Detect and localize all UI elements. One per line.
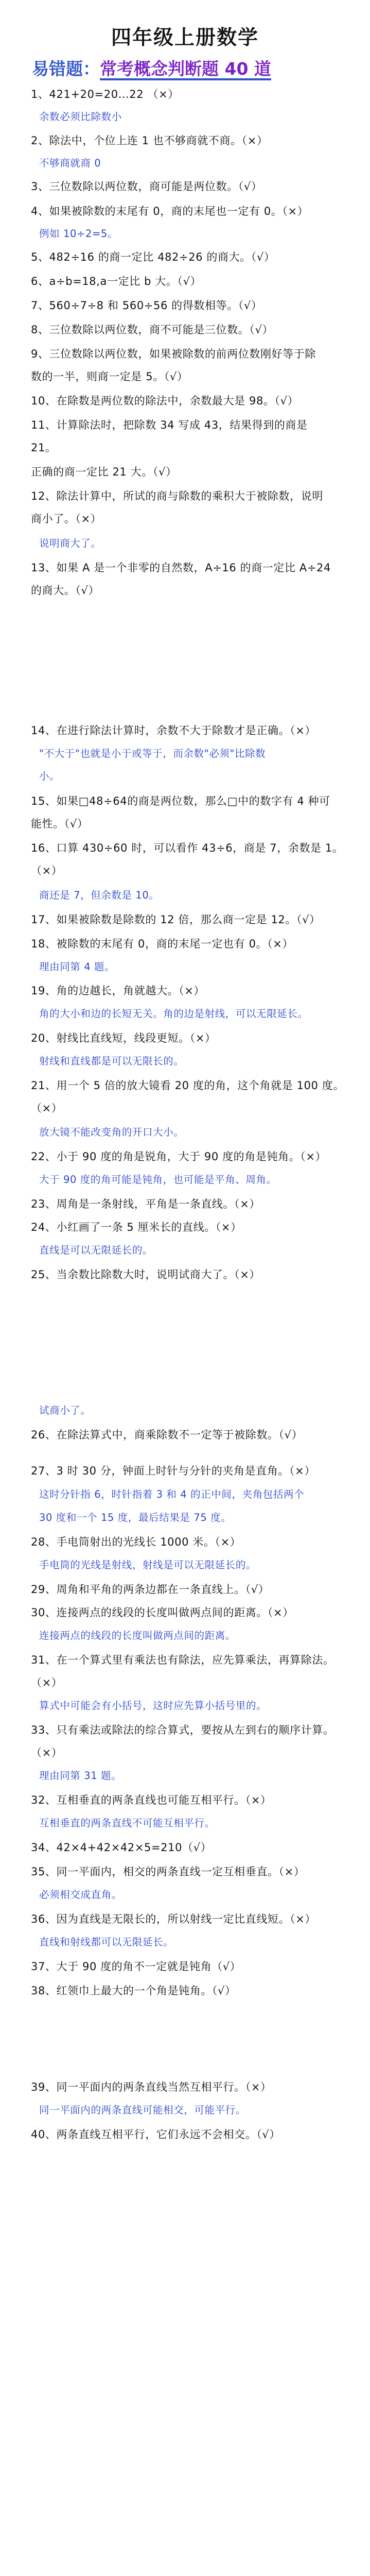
page-title: 四年级上册数学 <box>111 26 259 49</box>
answer-note: 角的大小和边的长短无关。角的边是射线，可以无限延长。 <box>39 1008 308 1020</box>
question-line: 17、如果被除数是除数的 12 倍，那么商一定是 12。（√） <box>31 913 321 926</box>
answer-note: 不够商就商 0 <box>39 157 101 169</box>
answer-note: 30 度和一个 15 度，最后结果是 75 度。 <box>39 1512 232 1523</box>
question-line: 38、红领巾上最大的一个角是钝角。（√） <box>31 1985 236 1997</box>
question-line: 26、在除法算式中，商乘除数不一定等于被除数。（√） <box>31 1429 303 1441</box>
question-line: 32、互相垂直的两条直线也可能互相平行。（×） <box>31 1794 272 1806</box>
question-line: 19、角的边越长，角就越大。（×） <box>31 985 205 997</box>
question-line: 31、在一个算式里有乘法也有除法，应先算乘法，再算除法。 <box>31 1654 334 1666</box>
question-line: 37、大于 90 度的角不一定就是钝角（√） <box>31 1960 241 1973</box>
question-line: 21、用一个 5 倍的放大镜看 20 度的角，这个角就是 100 度。 <box>31 1079 344 1092</box>
answer-note: "不大于"也就是小于或等于，而余数"必须"比除数 <box>39 748 266 759</box>
page-subtitle <box>32 56 271 80</box>
question-continuation: 商小了。（×） <box>31 513 102 525</box>
answer-note: 这时分针指 6，时针指着 3 和 4 的正中间，夹角包括两个 <box>39 1488 305 1500</box>
question-line: 39、同一平面内的两条直线当然互相平行。（×） <box>31 2081 272 2093</box>
answer-note: 试商小了。 <box>39 1404 91 1416</box>
question-line: 1、421+20=20…22 （×） <box>31 88 179 100</box>
question-line: 7、560÷7÷8 和 560÷56 的得数相等。（√） <box>31 299 262 312</box>
question-line: 34、42×4+42×42×5=210（√） <box>31 1841 212 1854</box>
question-line: 3、三位数除以两位数，商可能是两位数。（√） <box>31 180 262 193</box>
question-line: 9、三位数除以两位数，如果被除数的前两位数刚好等于除 <box>31 348 316 360</box>
question-line: 22、小于 90 度的角是锐角，大于 90 度的角是钝角。（×） <box>31 1150 327 1163</box>
question-line: 6、a÷b=18,a一定比 b 大。（√） <box>31 275 202 287</box>
question-line: 28、手电筒射出的光线长 1000 米。（×） <box>31 1536 241 1548</box>
question-line: 24、小红画了一条 5 厘米长的直线。（×） <box>31 1221 242 1233</box>
subtitle-main: 常考概念判断题 40 道 <box>100 59 271 79</box>
answer-note: 大于 90 度的角可能是钝角，也可能是平角、周角。 <box>39 1174 277 1185</box>
answer-note: 手电筒的光线是射线，射线是可以无限延长的。 <box>39 1559 257 1571</box>
question-line: 13、如果 A 是一个非零的自然数，A÷16 的商一定比 A÷24 <box>31 562 331 574</box>
question-line: 4、如果被除数的末尾有 0，商的末尾也一定有 0。（×） <box>31 205 309 217</box>
question-line: 36、因为直线是无限长的，所以射线一定比直线短。（×） <box>31 1913 316 1925</box>
question-line: 40、两条直线互相平行，它们永远不会相交。（√） <box>31 2128 281 2141</box>
question-continuation: 的商大。（√） <box>31 584 100 597</box>
question-continuation: （×） <box>31 1676 63 1689</box>
question-continuation: 能性。（√） <box>31 818 89 830</box>
question-line: 30、连接两点的线段的长度叫做两点间的距离。（×） <box>31 1606 294 1619</box>
question-line: 8、三位数除以两位数，商不可能是三位数。（√） <box>31 324 274 336</box>
question-line: 20、射线比直线短，线段更短。（×） <box>31 1032 216 1044</box>
subtitle-prefix: 易错题： <box>32 59 100 79</box>
answer-note: 直线和射线都可以无限延长。 <box>39 1936 174 1948</box>
answer-note: 余数必须比除数小 <box>39 111 122 123</box>
question-line: 11、计算除法时，把除数 34 写成 43，结果得到的商是 <box>31 419 308 431</box>
question-continuation: 21。 <box>31 442 57 454</box>
question-line: 25、当余数比除数大时，说明试商大了。（×） <box>31 1268 261 1281</box>
question-continuation: （×） <box>31 1747 63 1759</box>
answer-note: 放大镜不能改变角的开口大小。 <box>39 1126 184 1138</box>
question-line: 29、周角和平角的两条边都在一条直线上。（√） <box>31 1583 270 1596</box>
question-line: 27、3 时 30 分，钟面上时针与分针的夹角是直角。（×） <box>31 1465 315 1477</box>
question-line: 18、被除数的末尾有 0，商的末尾一定也有 0。（×） <box>31 938 294 950</box>
question-line: 33、只有乘法或除法的综合算式，要按从左到右的顺序计算。 <box>31 1724 334 1736</box>
answer-note: 小。 <box>39 770 60 782</box>
answer-note: 连接两点的线段的长度叫做两点间的距离。 <box>39 1630 236 1641</box>
question-line: 12、除法计算中，所试的商与除数的乘积大于被除数，说明 <box>31 490 323 502</box>
answer-note: 说明商大了。 <box>39 537 101 549</box>
question-line: 35、同一平面内，相交的两条直线一定互相垂直。（×） <box>31 1866 305 1878</box>
question-line: 14、在进行除法计算时，余数不大于除数才是正确。（×） <box>31 724 316 737</box>
answer-note: 射线和直线都是可以无限长的。 <box>39 1055 184 1067</box>
answer-note: 理由同第 4 题。 <box>39 961 115 973</box>
question-continuation: 数的一半，则商一定是 5。（√） <box>31 370 188 383</box>
answer-note: 同一平面内的两条直线可能相交，可能平行。 <box>39 2104 246 2116</box>
question-continuation: 正确的商一定比 21 大。（√） <box>31 466 177 478</box>
question-line: 10、在除数是两位数的除法中，余数最大是 98。（√） <box>31 395 299 407</box>
question-continuation: （×） <box>31 865 63 877</box>
answer-note: 算式中可能会有小括号，这时应先算小括号里的。 <box>39 1700 267 1711</box>
answer-note: 直线是可以无限延长的。 <box>39 1244 153 1256</box>
answer-note: 商还是 7，但余数是 10。 <box>39 889 160 901</box>
question-line: 2、除法中，个位上连 1 也不够商就不商。（×） <box>31 134 268 147</box>
question-line: 23、周角是一条射线，平角是一条直线。（×） <box>31 1198 261 1210</box>
question-line: 15、如果□48÷64的商是两位数，那么□中的数字有 4 种可 <box>31 795 330 807</box>
answer-note: 互相垂直的两条直线不可能互相平行。 <box>39 1817 215 1829</box>
question-line: 16、口算 430÷60 时，可以看作 43÷6，商是 7，余数是 1。 <box>31 842 344 854</box>
answer-note: 理由同第 31 题。 <box>39 1770 122 1782</box>
question-continuation: （×） <box>31 1102 63 1114</box>
answer-note: 必须相交成直角。 <box>39 1889 122 1901</box>
answer-note: 例如 10÷2=5。 <box>39 228 118 240</box>
question-line: 5、482÷16 的商一定比 482÷26 的商大。（√） <box>31 251 275 263</box>
